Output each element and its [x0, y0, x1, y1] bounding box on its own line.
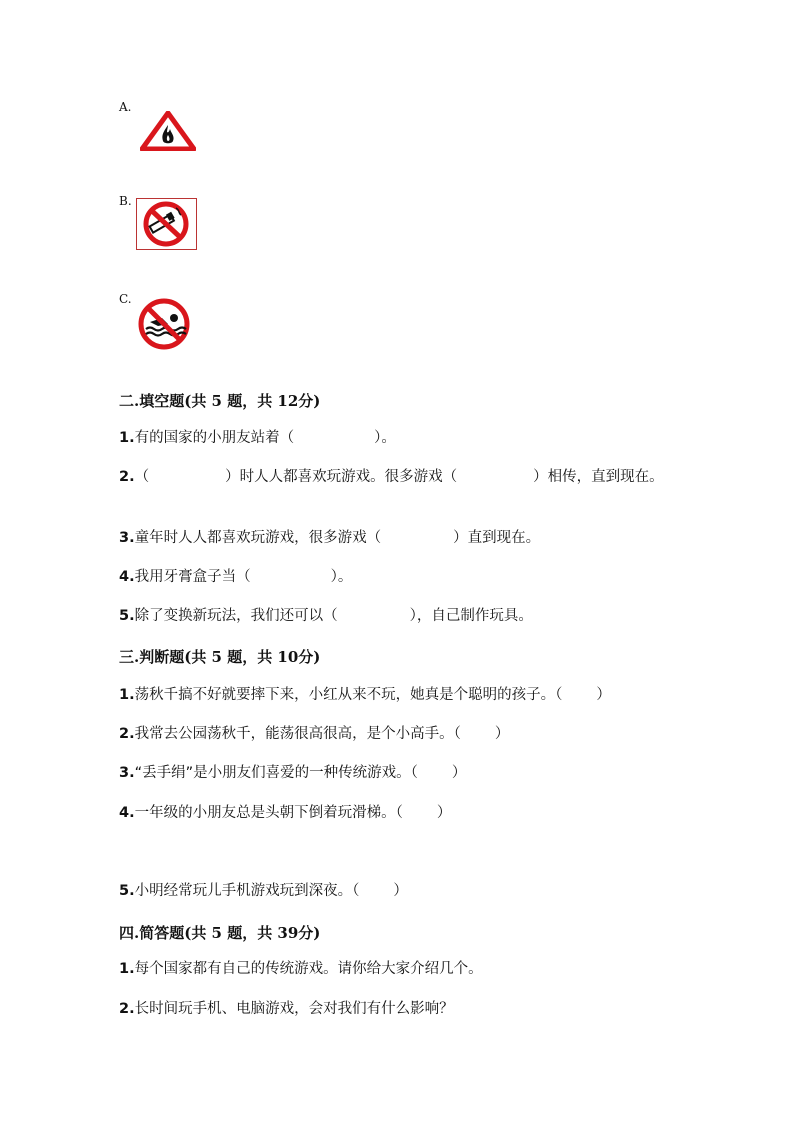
no-smoking-icon	[136, 198, 198, 254]
question-number: 3.	[119, 530, 135, 546]
fill-question-2	[119, 467, 667, 487]
question-text: ）	[393, 883, 408, 899]
fill-question-3	[119, 528, 540, 548]
question-text: 童年时人人都喜欢玩游戏，很多游戏（	[134, 530, 382, 546]
question-text: 有的国家的小朋友站着（	[134, 430, 295, 446]
option-b-label: B.	[119, 194, 132, 208]
question-text: ），自己制作玩具。	[409, 608, 533, 624]
question-text: （	[134, 469, 150, 485]
fill-question-1	[119, 428, 396, 448]
question-text: ）时人人都喜欢玩游戏。很多游戏（	[225, 469, 458, 485]
section-title-judge: 三.判断题(共 5 题，共 10分)	[119, 648, 321, 666]
question-text: 我常去公园荡秋千，能荡很高很高，是个小高手。（	[134, 726, 461, 742]
fire-warning-icon	[140, 111, 196, 155]
question-number: 1.	[119, 430, 135, 446]
question-text: 小明经常玩儿手机游戏玩到深夜。（	[134, 883, 360, 899]
fill-question-5	[119, 606, 533, 626]
question-number: 4.	[119, 569, 135, 585]
option-c-label: C.	[119, 292, 132, 306]
question-text: 一年级的小朋友总是头朝下倒着玩滑梯。（	[134, 805, 403, 821]
judge-question-2	[119, 724, 509, 744]
judge-question-3	[119, 763, 466, 783]
question-number: 5.	[119, 608, 135, 624]
question-number: 2.	[119, 469, 135, 485]
question-text: “丢手绢”是小朋友们喜爱的一种传统游戏。（	[134, 765, 418, 781]
question-text: ）	[494, 726, 510, 742]
question-text: 我用牙膏盒子当（	[134, 569, 251, 585]
question-number: 4.	[119, 805, 135, 821]
question-number: 2.	[119, 1001, 135, 1017]
question-text: ）相传，直到现在。	[533, 469, 664, 485]
short-question-2	[119, 999, 454, 1019]
question-text: ）直到现在。	[453, 530, 541, 546]
question-text: ）。	[374, 430, 396, 446]
question-text: ）。	[330, 569, 353, 585]
short-question-1	[119, 959, 483, 979]
question-text: 每个国家都有自己的传统游戏。请你给大家介绍几个。	[134, 961, 483, 977]
question-text: 荡秋千搞不好就要摔下来，小红从来不玩，她真是个聪明的孩子。（	[134, 687, 563, 703]
section-title-fill: 二.填空题(共 5 题，共 12分)	[119, 392, 321, 410]
question-text: ）	[436, 805, 452, 821]
question-number: 1.	[119, 687, 135, 703]
judge-question-1	[119, 685, 611, 705]
question-text: ）	[596, 687, 611, 703]
question-number: 1.	[119, 961, 135, 977]
judge-question-5	[119, 881, 408, 901]
question-number: 5.	[119, 883, 135, 899]
fill-question-4	[119, 567, 352, 587]
no-swimming-icon	[136, 296, 194, 356]
question-number: 3.	[119, 765, 135, 781]
option-a-label: A.	[119, 100, 132, 114]
question-text: ）	[451, 765, 467, 781]
question-text: 长时间玩手机、电脑游戏，会对我们有什么影响？	[134, 1001, 454, 1017]
judge-question-4	[119, 803, 451, 823]
question-number: 2.	[119, 726, 135, 742]
section-title-short-answer: 四.简答题(共 5 题，共 39分)	[119, 924, 321, 942]
question-text: 除了变换新玩法，我们还可以（	[134, 608, 338, 624]
